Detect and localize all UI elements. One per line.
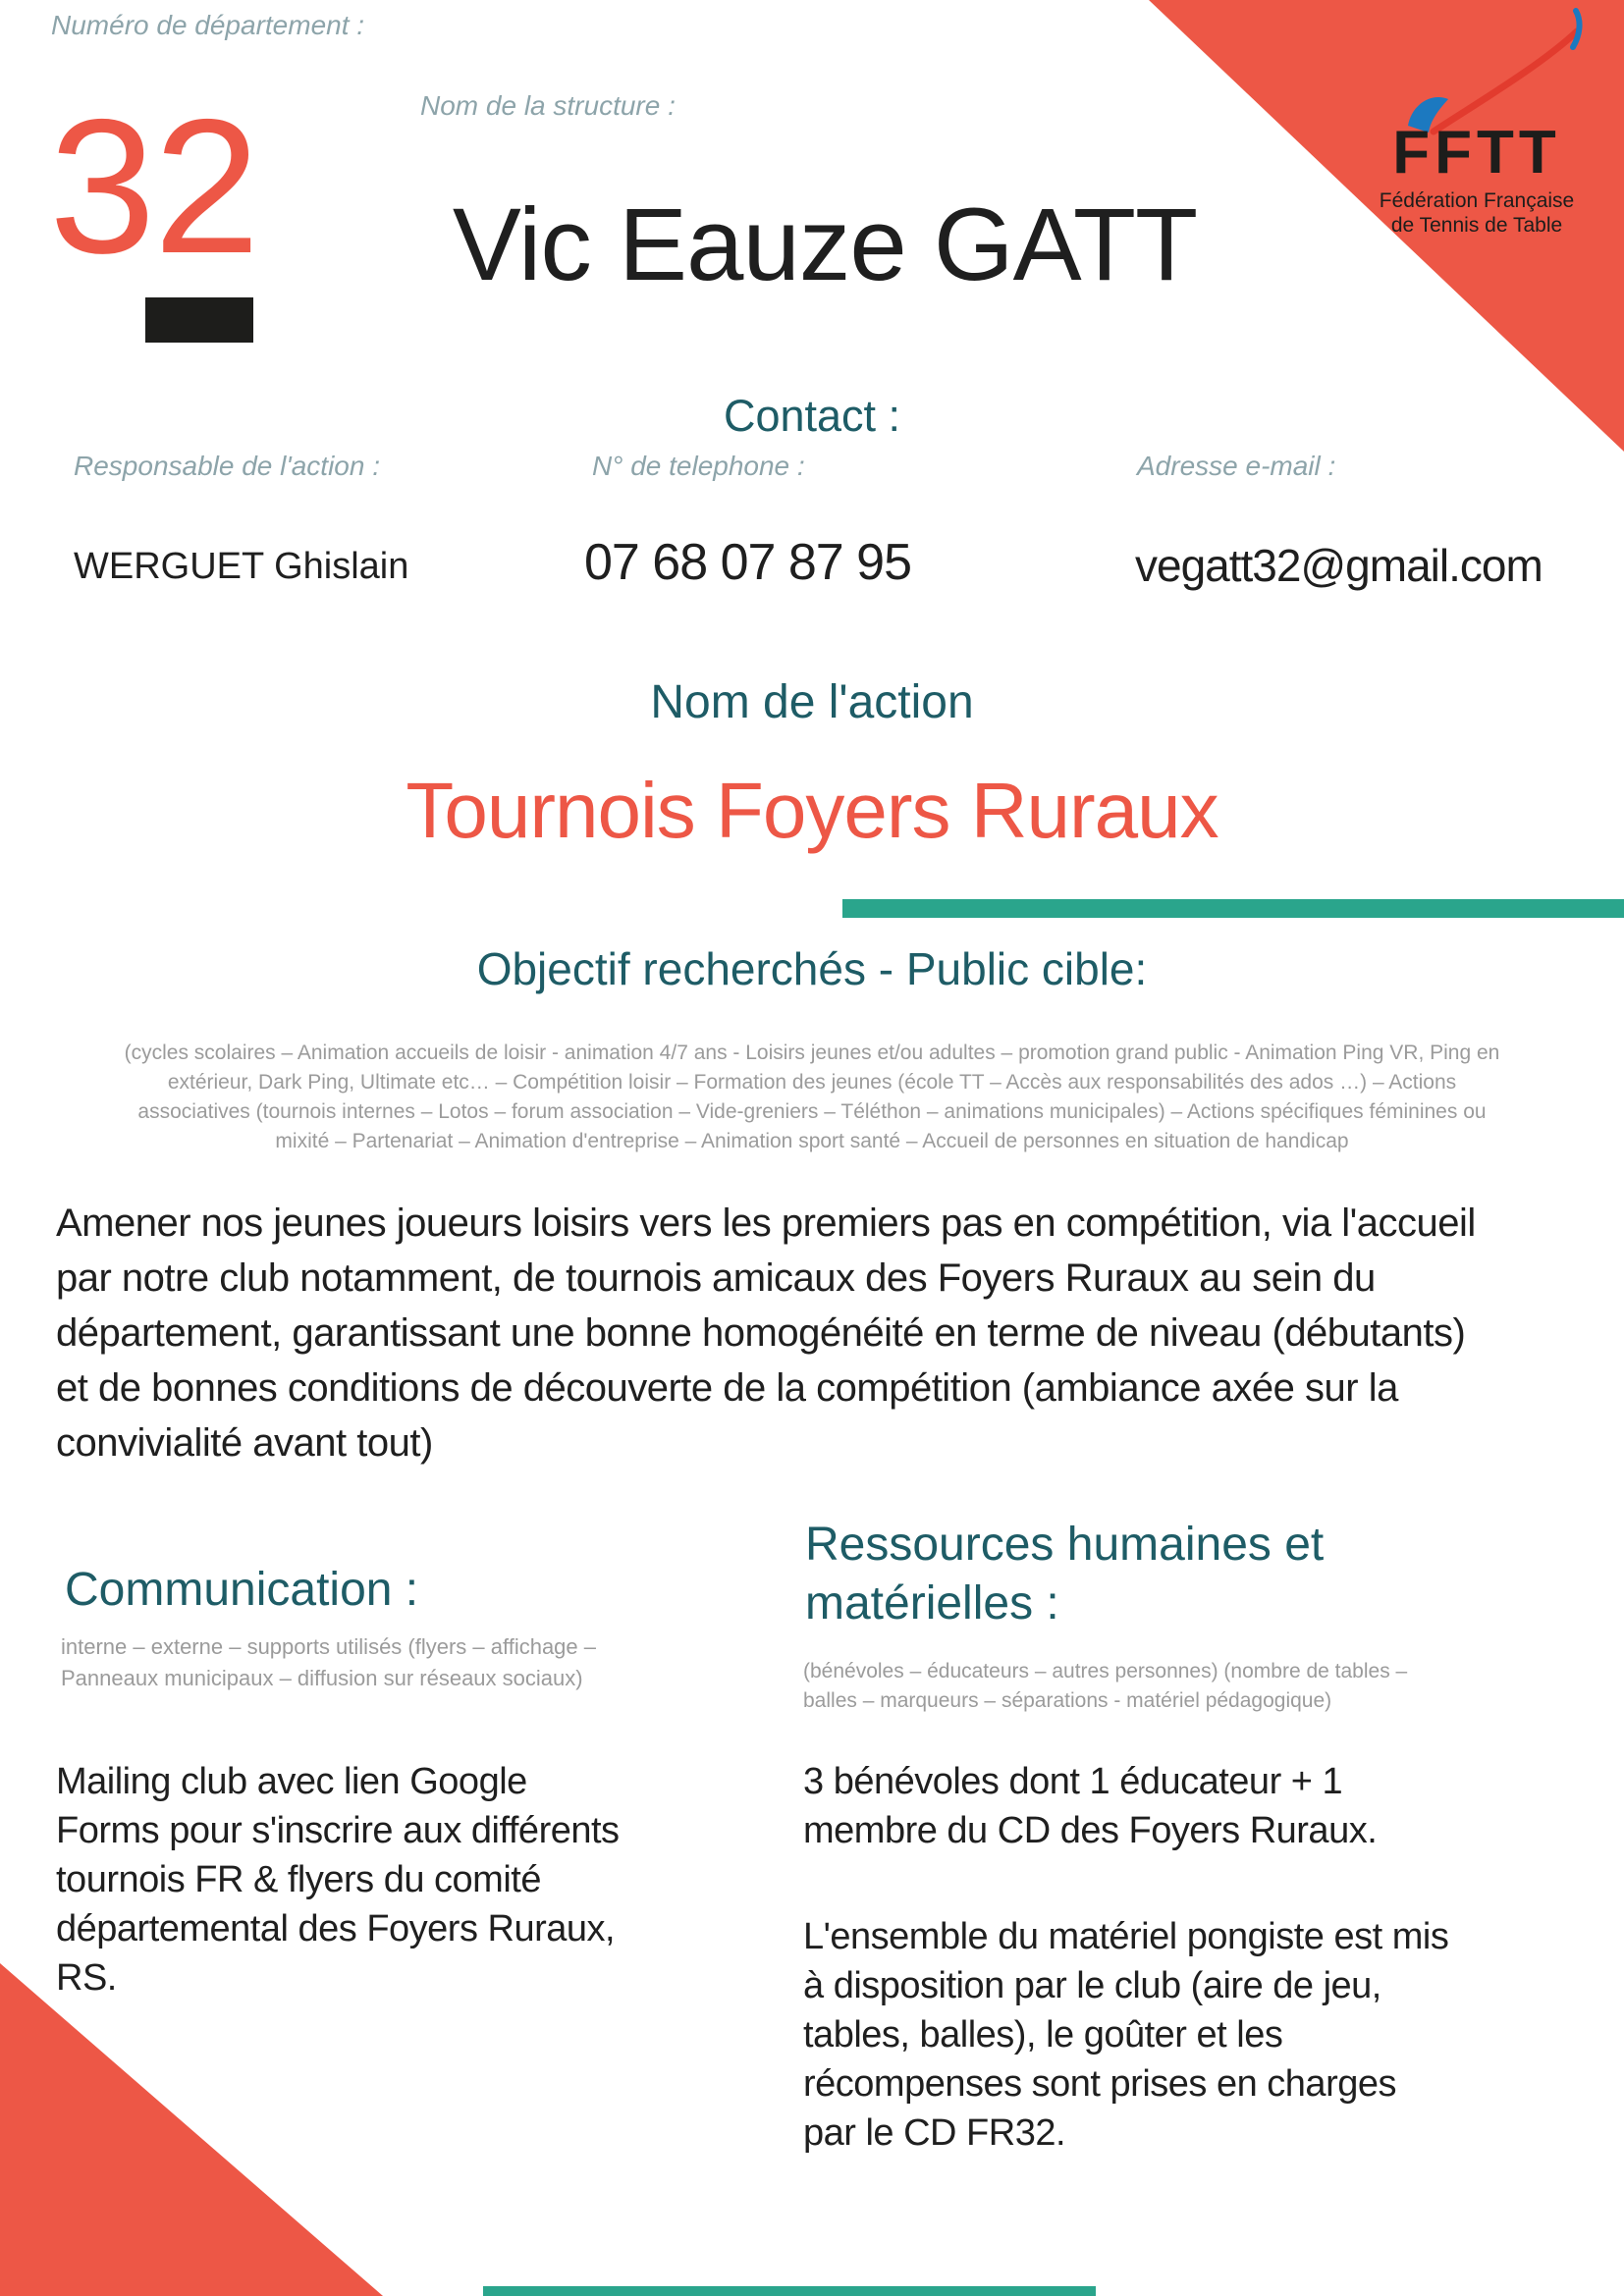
fftt-federation-line1: Fédération Française xyxy=(1379,189,1575,212)
communication-body: Mailing club avec lien Google Forms pour s'inscrire aux différents tournois FR & flyers du comité départemental des Foyers Ruraux, RS. xyxy=(56,1761,620,1999)
fftt-acronym: FFTT xyxy=(1392,119,1561,187)
ressources-hint: (bénévoles – éducateurs – autres personnes) (nombre de tables – balles – marqueurs – séparations - matériel pédagogique) xyxy=(803,1660,1408,1712)
structure-name: Vic Eauze GATT xyxy=(452,187,1198,302)
phone-value: 07 68 07 87 95 xyxy=(584,534,911,591)
ressources-body-2: L'ensemble du matériel pongiste est mis à disposition par le club (aire de jeu, tables, balles), le goûter et les récompenses sont prises en charges par le CD FR32. xyxy=(803,1916,1449,2154)
department-number: 32 xyxy=(49,80,258,294)
email-label: Adresse e-mail : xyxy=(1137,451,1336,481)
structure-label: Nom de la structure : xyxy=(420,90,676,121)
communication-hint: interne – externe – supports utilisés (flyers – affichage – Panneaux municipaux – diffusion sur réseaux sociaux) xyxy=(61,1634,597,1690)
action-heading: Nom de l'action xyxy=(650,676,974,728)
phone-label: N° de telephone : xyxy=(592,451,805,481)
objectif-heading: Objectif recherchés - Public cible: xyxy=(476,943,1148,994)
bottom-accent-bar xyxy=(483,2286,1096,2296)
ressources-heading: Ressources humaines et matérielles : xyxy=(805,1519,1325,1629)
fftt-federation-line2: de Tennis de Table xyxy=(1390,214,1563,237)
department-label: Numéro de département : xyxy=(51,10,365,40)
ressources-body-1: 3 bénévoles dont 1 éducateur + 1 membre du CD des Foyers Ruraux. xyxy=(803,1761,1378,1851)
objectif-body: Amener nos jeunes joueurs loisirs vers les premiers pas en compétition, via l'accueil par notre club notamment, de tournois amicaux des Foyers Ruraux au sein du département, garantissant une bonne homogénéité en terme de niveau (débutants) et de bonnes conditions de découverte de la compétition (ambiance axée sur la convivialité avant tout) xyxy=(56,1201,1476,1465)
green-accent-bar xyxy=(842,899,1624,918)
department-underline-block xyxy=(145,297,253,343)
action-name: Tournois Foyers Ruraux xyxy=(406,767,1218,854)
responsable-label: Responsable de l'action : xyxy=(74,451,380,481)
responsable-value: WERGUET Ghislain xyxy=(74,546,409,587)
email-value: vegatt32@gmail.com xyxy=(1135,540,1543,591)
ping-pong-swoosh-icon xyxy=(1353,8,1600,135)
objectif-hint: (cycles scolaires – Animation accueils de loisir - animation 4/7 ans - Loisirs jeunes et/ou adultes – promotion grand public - Animation Ping VR, Ping en extérieur, Dark Ping, Ultimate etc… – Compétition loisir – Formation des jeunes (école TT – Accès aux responsabilités des ados …) – Actions associatives (tournois internes – Lotos – forum association – Vide-greniers – Téléthon – animations municipales) – Actions spécifiques féminines ou mixité – Partenariat – Animation d'entreprise – Animation sport santé – Accueil de personnes en situation de handicap xyxy=(124,1041,1500,1152)
communication-heading: Communication : xyxy=(65,1564,419,1616)
bottom-left-corner-triangle xyxy=(0,1963,383,2296)
contact-heading: Contact : xyxy=(723,391,901,441)
